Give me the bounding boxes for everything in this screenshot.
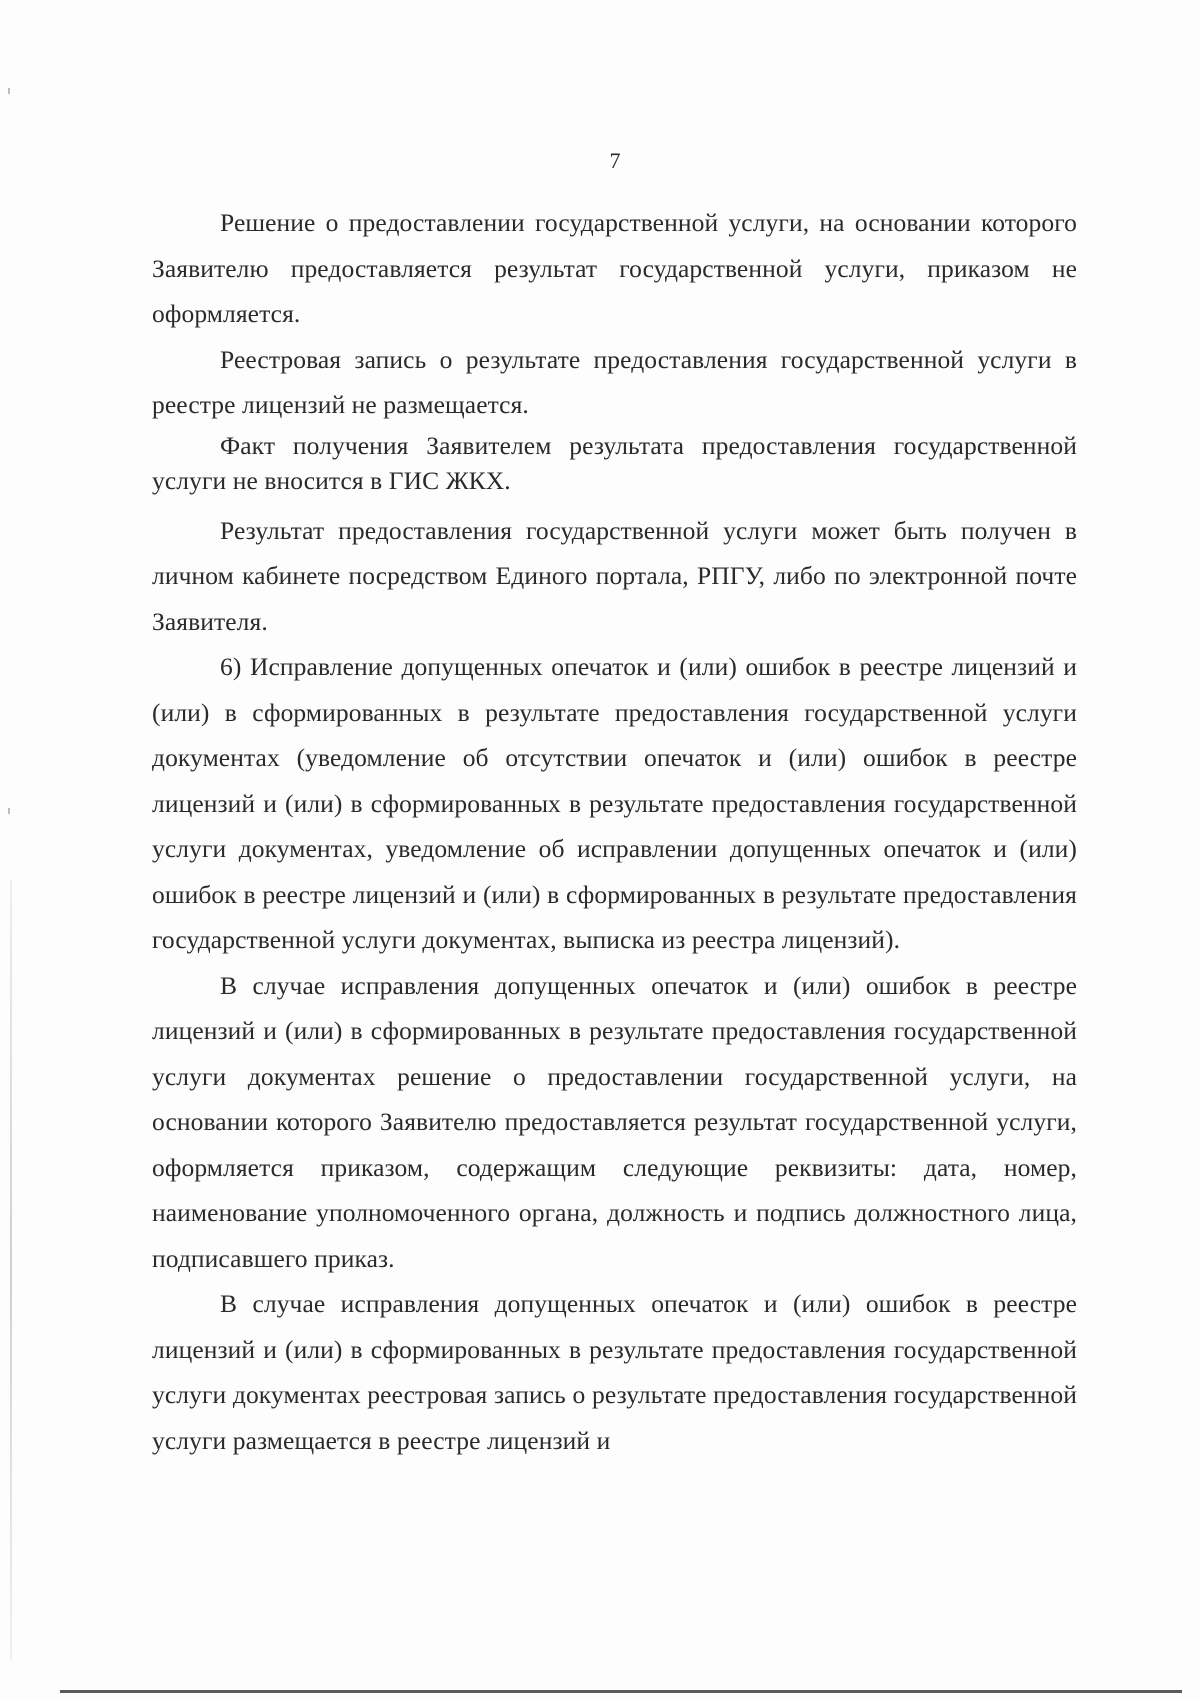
scan-speck bbox=[8, 88, 10, 94]
scan-speck bbox=[8, 808, 10, 814]
paragraph: Реестровая запись о результате предоставления государственной услуги в реестре лицензий не размещается. bbox=[152, 344, 1077, 419]
paragraph: В случае исправления допущенных опечаток и (или) ошибок в реестре лицензий и (или) в сформированных в результате предоставления государственной услуги документах решение о предоставлении государственной услуги, на основании которого Заявителю предоставляется результат государственной услуги, оформляется приказом, содержащим следующие реквизиты: дата, номер, наименование уполномоченного органа, должность и подпись должностного лица, подписавшего приказ. bbox=[152, 970, 1077, 1273]
paragraph: Решение о предоставлении государственной услуги, на основании которого Заявителю предоставляется результат государственной услуги, приказом не оформляется. bbox=[152, 208, 1077, 328]
paragraph: В случае исправления допущенных опечаток и (или) ошибок в реестре лицензий и (или) в сформированных в результате предоставления государственной услуги документах реестровая запись о результате предоставления государственной услуги размещается в реестре лицензий и bbox=[152, 1289, 1077, 1455]
paragraph: Факт получения Заявителем результата предоставления государственной услуги не вносится в ГИС ЖКХ. bbox=[152, 430, 1077, 495]
paragraph: 6) Исправление допущенных опечаток и (или) ошибок в реестре лицензий и (или) в сформированных в результате предоставления государственной услуги документах (уведомление об отсутствии опечаток и (или) ошибок в реестре лицензий и (или) в сформированных в результате предоставления государственной услуги документах, уведомление об исправлении допущенных опечаток и (или) ошибок в реестре лицензий и (или) в сформированных в результате предоставления государственной услуги документах, выписка из реестра лицензий). bbox=[152, 652, 1077, 954]
paragraph: Результат предоставления государственной услуги может быть получен в личном кабинете посредством Единого портала, РПГУ, либо по электронной почте Заявителя. bbox=[152, 515, 1077, 636]
page-number: 7 bbox=[609, 148, 621, 173]
scan-edge-left bbox=[10, 880, 12, 1660]
document-body bbox=[152, 200, 1077, 1463]
scan-edge-bottom bbox=[60, 1690, 1182, 1693]
